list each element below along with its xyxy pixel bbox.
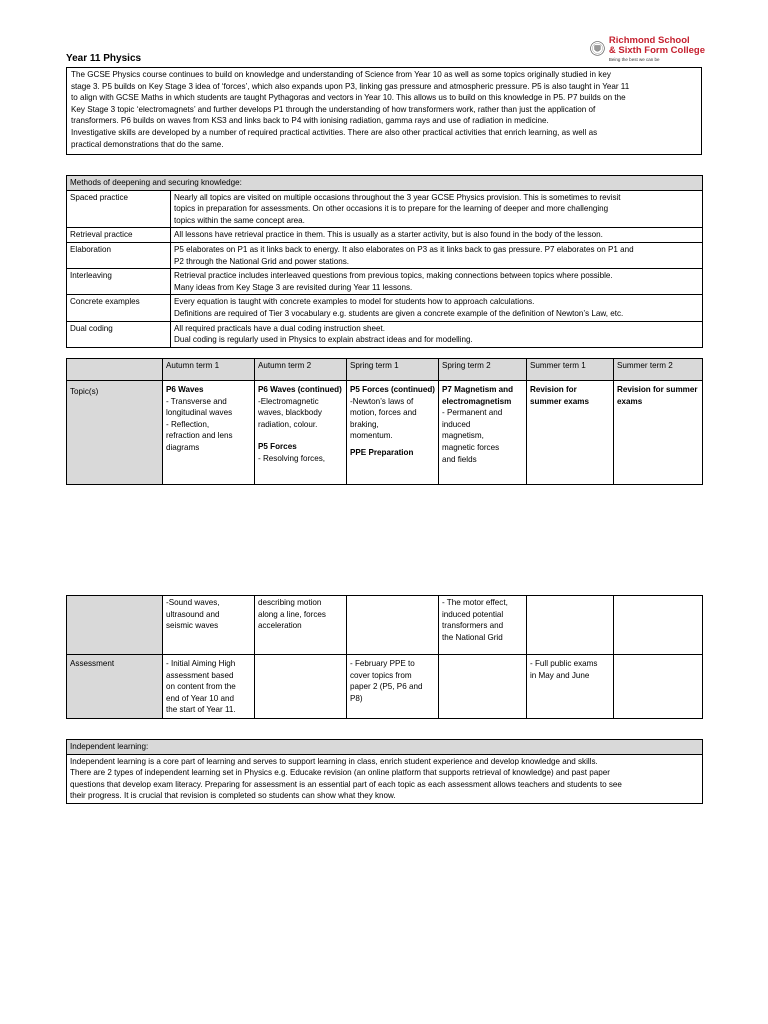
method-line: P5 elaborates on P1 as it links back to energy. It also elaborates on P3 as it links back to gas pressure. P7 elaborates on P1 and	[174, 244, 634, 254]
method-name: Dual coding	[67, 321, 171, 347]
term-header: Autumn term 2	[255, 359, 347, 381]
assessment-line: assessment based	[166, 670, 234, 680]
assessment-cell	[614, 655, 703, 719]
term-header: Spring term 1	[347, 359, 439, 381]
topic-title: Revision for summer exams	[530, 385, 589, 406]
topic-line: -Electromagnetic	[258, 396, 319, 406]
method-description	[171, 228, 703, 243]
page-title: Year 11 Physics	[66, 53, 142, 64]
continued-line: the National Grid	[442, 632, 503, 642]
intro-box	[66, 67, 702, 155]
independent-body	[67, 754, 703, 803]
intro-line: stage 3. P5 builds on Key Stage 3 idea of ‘forces’, which also expands upon P3, linking gas pressure and atmospheric pressure. P5 is also taught in Year 11	[71, 81, 630, 91]
assessment-cell	[347, 655, 439, 719]
method-description	[171, 295, 703, 321]
topic-subtitle: P5 Forces	[258, 442, 297, 452]
terms-table-continued	[66, 595, 703, 719]
method-line: All required practicals have a dual coding instruction sheet.	[174, 323, 386, 333]
topic-line: diagrams	[166, 442, 200, 452]
intro-line: Investigative skills are developed by a number of required practical activities. There are also other practical activities that enrich learning, as well as	[71, 127, 598, 137]
continued-line: transformers and	[442, 621, 504, 631]
method-name: Concrete examples	[67, 295, 171, 321]
assessment-line: - February PPE to	[350, 659, 415, 668]
term-header: Autumn term 1	[163, 359, 255, 381]
continued-cell	[347, 596, 439, 655]
method-name: Spaced practice	[67, 190, 171, 228]
terms-table	[66, 358, 703, 485]
topic-line: magnetic forces	[442, 442, 500, 452]
topic-line: -Newton’s laws of	[350, 396, 414, 406]
continued-line: along a line, forces	[258, 609, 326, 619]
continued-cell	[163, 596, 255, 655]
topic-cell	[614, 381, 703, 485]
continued-line: describing motion	[258, 598, 322, 607]
topic-line: waves, blackbody	[258, 408, 322, 418]
term-header: Summer term 1	[527, 359, 614, 381]
method-description	[171, 242, 703, 268]
independent-line: questions that develop exam literacy. Preparing for assessment is an essential part of each topic as each assessment allows teachers and students to see	[70, 779, 622, 789]
method-line: Retrieval practice includes interleaved questions from previous topics, making connections between topics where possible.	[174, 271, 613, 281]
method-line: All lessons have retrieval practice in them. This is usually as a starter activity, but is also found in the body of the lesson.	[174, 230, 603, 240]
continued-cell	[614, 596, 703, 655]
independent-heading: Independent learning:	[67, 740, 703, 755]
continued-line: seismic waves	[166, 621, 219, 631]
method-line: Dual coding is regularly used in Physics to explain abstract ideas and for modelling.	[174, 335, 473, 345]
assessment-cell	[527, 655, 614, 719]
topic-title: P6 Waves	[166, 385, 204, 394]
continued-cell	[439, 596, 527, 655]
continued-line: - The motor effect,	[442, 598, 508, 607]
assessment-cell	[163, 655, 255, 719]
independent-line: their progress. It is crucial that revision is completed so students can show what they know.	[70, 791, 396, 801]
logo-name-line-2: & Sixth Form College	[608, 44, 705, 56]
topics-label: Topic(s)	[67, 381, 163, 485]
continued-cell	[255, 596, 347, 655]
method-line: P2 through the National Grid and power stations.	[174, 256, 350, 266]
topic-cell	[255, 381, 347, 485]
independent-line: Independent learning is a core part of learning and serves to support learning in class, enrich student experience and develop knowledge and skills.	[70, 756, 598, 766]
method-description	[171, 190, 703, 228]
topic-line: induced	[442, 419, 471, 429]
intro-line: practical demonstrations that do the same.	[71, 139, 224, 149]
topic-line: longitudinal waves	[166, 408, 233, 418]
continued-line: -Sound waves,	[166, 598, 220, 607]
topic-line: - Transverse and	[166, 396, 227, 406]
methods-row	[67, 295, 703, 321]
methods-row	[67, 228, 703, 243]
method-name: Interleaving	[67, 269, 171, 295]
methods-table	[66, 175, 703, 348]
term-header: Summer term 2	[614, 359, 703, 381]
intro-line: to align with GCSE Maths in which students are taught Pythagoras and vectors in Year 10. This allows us to build on this knowledge in P5. P7 builds on the	[71, 93, 626, 103]
topic-line: braking,	[350, 419, 379, 429]
methods-row	[67, 242, 703, 268]
assessment-line: - Initial Aiming High	[166, 659, 236, 668]
method-line: Every equation is taught with concrete examples to model for students how to approach calculations.	[174, 297, 535, 307]
assessment-line: on content from the	[166, 682, 236, 692]
method-description	[171, 269, 703, 295]
methods-row	[67, 269, 703, 295]
topic-line: motion, forces and	[350, 408, 417, 418]
assessment-line: paper 2 (P5, P6 and	[350, 682, 423, 692]
topic-line: radiation, colour.	[258, 419, 318, 429]
topic-title: Revision for summer exams	[617, 385, 698, 406]
logo-name-line-1: Richmond School	[608, 34, 690, 46]
topic-line: magnetism,	[442, 431, 484, 441]
intro-line: Key Stage 3 topic ‘electromagnets’ and further develops P1 through the understanding of how transformers work, rather than just the application of	[71, 104, 596, 114]
topic-subtitle: PPE Preparation	[350, 447, 414, 457]
independent-line: There are 2 types of independent learning set in Physics e.g. Educake revision (an online platform that supports retrieval of knowledge) and past paper	[70, 768, 610, 778]
method-line: topics in preparation for assessments. On other occasions it is to prepare for the learning of deeper and more challenging	[174, 204, 609, 214]
assessment-line: end of Year 10 and	[166, 693, 234, 703]
continued-line: induced potential	[442, 609, 504, 619]
topic-line: refraction and lens	[166, 431, 233, 441]
topic-title: P7 Magnetism and electromagnetism	[442, 385, 514, 406]
method-line: topics within the same concept area.	[174, 215, 305, 225]
method-description	[171, 321, 703, 347]
topic-line: and fields	[442, 454, 477, 464]
assessment-cell	[439, 655, 527, 719]
term-header	[67, 359, 163, 381]
topic-line: momentum.	[350, 431, 393, 441]
continued-line: acceleration	[258, 621, 302, 631]
topic-line: - Permanent and	[442, 408, 503, 418]
school-logo	[590, 33, 705, 65]
methods-heading: Methods of deepening and securing knowledge:	[67, 176, 703, 191]
assessment-line: cover topics from	[350, 670, 412, 680]
method-line: Definitions are required of Tier 3 vocabulary e.g. students are given a concrete example of the definition of Newton’s Law, etc.	[174, 308, 624, 318]
topic-title: P5 Forces (continued)	[350, 385, 435, 394]
logo-tagline: Being the best we can be	[608, 56, 660, 62]
intro-line: transformers. P6 builds on waves from KS3 and links back to P4 with ionising radiation, gamma rays and use of radiation in medicine.	[71, 116, 549, 126]
methods-row	[67, 321, 703, 347]
independent-learning-table	[66, 739, 703, 804]
assessment-line: in May and June	[530, 670, 590, 680]
topic-title: P6 Waves (continued)	[258, 385, 342, 394]
assessment-line: P8)	[350, 693, 363, 703]
topic-line: - Resolving forces,	[258, 453, 326, 463]
assessment-line: - Full public exams	[530, 659, 598, 668]
method-name: Elaboration	[67, 242, 171, 268]
term-header: Spring term 2	[439, 359, 527, 381]
topic-cell	[527, 381, 614, 485]
method-name: Retrieval practice	[67, 228, 171, 243]
assessment-label: Assessment	[67, 655, 163, 719]
intro-line: The GCSE Physics course continues to build on knowledge and understanding of Science from Year 10 as well as some topics originally studied in key	[71, 70, 611, 79]
assessment-line: the start of Year 11.	[166, 705, 236, 715]
topic-cell	[163, 381, 255, 485]
topic-line: - Reflection,	[166, 419, 210, 429]
continued-cell	[527, 596, 614, 655]
method-line: Many ideas from Key Stage 3 are revisited during Year 11 lessons.	[174, 282, 413, 292]
method-line: Nearly all topics are visited on multiple occasions throughout the 3 year GCSE Physics provision. This is sometimes to revisit	[174, 192, 621, 202]
methods-row	[67, 190, 703, 228]
continued-label-cell	[67, 596, 163, 655]
topic-cell	[347, 381, 439, 485]
assessment-cell	[255, 655, 347, 719]
continued-line: ultrasound and	[166, 609, 220, 619]
topic-cell	[439, 381, 527, 485]
school-crest-icon	[590, 34, 605, 64]
